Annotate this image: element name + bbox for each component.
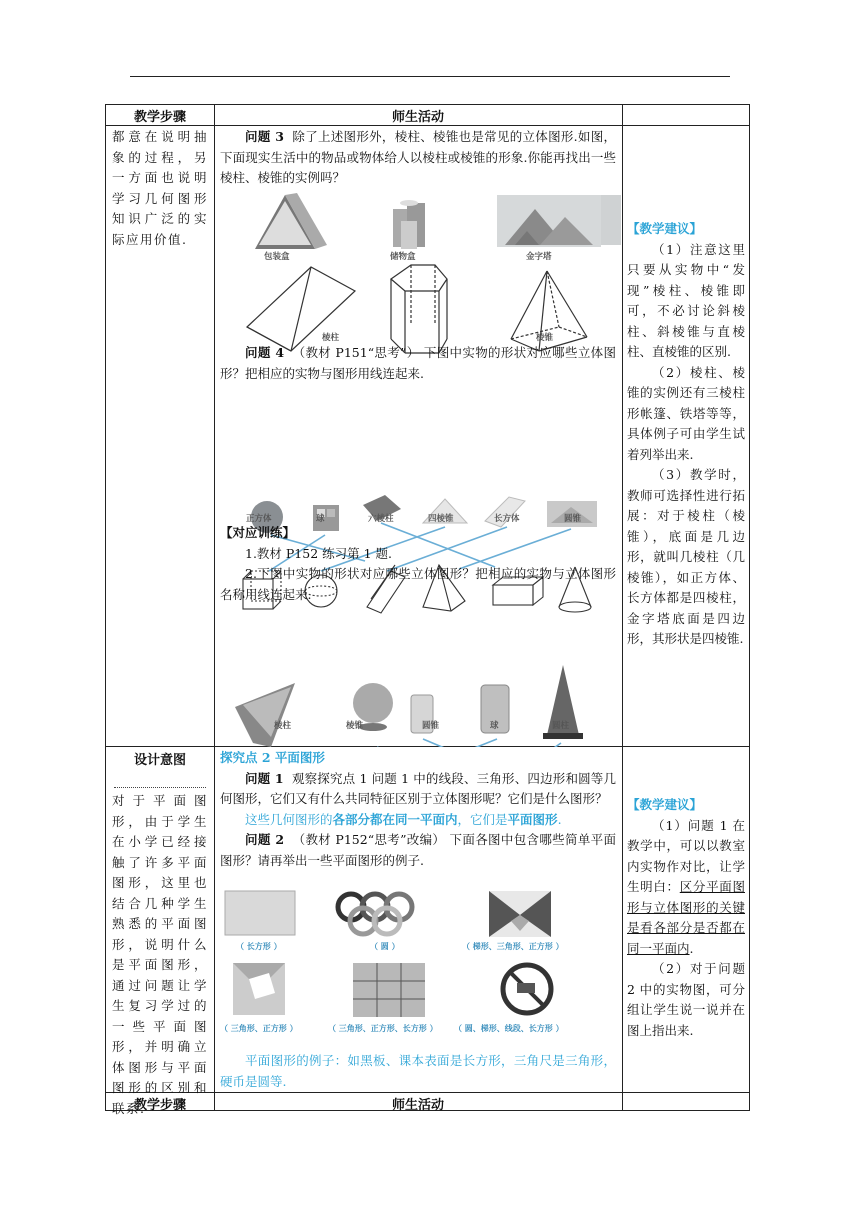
name-sphere: 球	[490, 721, 499, 731]
part2-block: 探究点 2 平面图形 问题 1 观察探究点 1 问题 1 中的线段、三角形、四边形和圆等几何图形，它们又有什么共同特征区别于立体图形呢？它们是什么图形？ 这些几何图形的各部分都在同一平面内，它们是平面图形. 问题 2 （教材 P152“思考”改编） 下面各图中包含哪些简单平面图形？请再举出一些平面图形的例子.	[220, 750, 616, 868]
label-cube: 正方体	[246, 514, 272, 524]
cap-tri-square: （ 三角形、正方形 ）	[220, 1024, 298, 1033]
label-cuboid: 长方体	[494, 514, 520, 524]
name-prism: 棱柱	[274, 721, 292, 731]
intent-text-1: 都意在说明抽象的过程，另一方面也说明学习几何图形知识广泛的实际应用价值.	[112, 129, 208, 247]
cap-circle: （ 圆 ）	[370, 942, 400, 951]
name-cylinder: 圆柱	[552, 721, 570, 731]
caption-pyramid-solid: 棱锥	[536, 333, 554, 343]
teaching-suggestion-1: 【教学建议】 （1）注意这里只要从实物中“发现”棱柱、棱锥即可，不必讨论斜棱柱、斜棱锥与直棱柱、直棱锥的区别. （2）棱柱、棱锥的实例还有三棱柱形帐篷、铁塔等等，具体例子可由学生试着列举出来. （3）教学时，教师可选择性进行拓展：对于棱柱（棱锥），底面是几边形，就叫几棱柱（几棱锥），如正方体、长方体都是四棱柱，金字塔底面是四边形，其形状是四棱锥.	[627, 221, 745, 646]
header-steps: 教学步骤	[133, 110, 186, 125]
label-hex-prism: 六棱柱	[368, 514, 394, 524]
figures-q3-q4-practice	[215, 187, 621, 747]
plane-figures	[215, 885, 621, 1035]
cap-trapezoid: （ 梯形、三角形、正方形 ）	[462, 942, 564, 951]
caption-pyramid: 金字塔	[526, 252, 552, 262]
caption-package-box: 包装盒	[264, 252, 290, 262]
cap-rectangle: （ 长方形 ）	[236, 942, 282, 951]
question-4: 问题 4 （教材 P151“思考”） 下图中实物的形状对应哪些立体图形？把相应的实物与图形用线连起来.	[220, 345, 616, 381]
header-rule	[130, 76, 730, 77]
footer-activity: 师生活动	[391, 1098, 444, 1113]
question-3: 问题 3 除了上述图形外，棱柱、棱锥也是常见的立体图形.如图，下面现实生活中的物品或物体给人以棱柱或棱锥的形象.你能再找出一些棱柱、棱锥的实例吗？	[220, 129, 616, 185]
plane-example: 平面图形的例子：如黑板、课本表面是长方形，三角尺是三角形，硬币是圆等.	[220, 1053, 616, 1089]
cap-circle-trap: （ 圆、梯形、线段、长方形 ）	[454, 1024, 564, 1033]
name-cone: 圆锥	[422, 721, 440, 731]
lesson-table	[105, 104, 750, 1116]
header-activity: 师生活动	[391, 110, 444, 125]
prism-drawing	[247, 265, 447, 353]
label-sphere: 球	[316, 514, 325, 524]
label-square-pyramid: 四棱锥	[428, 514, 454, 524]
package-box-image	[255, 193, 327, 249]
cap-tri-sq-rect: （ 三角形、正方形、长方形 ）	[328, 1024, 438, 1033]
design-intent-title: 设计意图	[133, 753, 186, 768]
caption-storage-box: 储物盒	[390, 252, 416, 262]
storage-box-image	[393, 200, 425, 249]
footer-steps: 教学步骤	[133, 1098, 186, 1113]
name-pyramid: 棱锥	[346, 721, 364, 731]
label-cone: 圆锥	[564, 514, 582, 524]
caption-prism: 棱柱	[322, 333, 340, 343]
practice-block: 【对应训练】 1.教材 P152 练习第 1 题. 2.下图中实物的形状对应哪些立体图形？把相应的实物与立体图形名称用线连起来.	[220, 525, 616, 602]
design-intent-text: 对于平面图形，由于学生在小学已经接触了许多平面图形，这里也结合几种学生熟悉的平面图形，说明什么是平面图形，通过问题让学生复习学过的一些平面图形，并明确立体图形与平面图形的区别和联系.	[112, 793, 208, 1116]
practice-match-lines	[287, 739, 599, 747]
teaching-suggestion-2: 【教学建议】 （1）问题 1 在教学中，可以以教室内实物作对比，让学生明白：区分平面图形与立体图形的关键是看各部分是否都在同一平面内. （2）对于问题 2 中的实物图，可分组让学生说一说并在图上指出来.	[627, 797, 745, 1038]
